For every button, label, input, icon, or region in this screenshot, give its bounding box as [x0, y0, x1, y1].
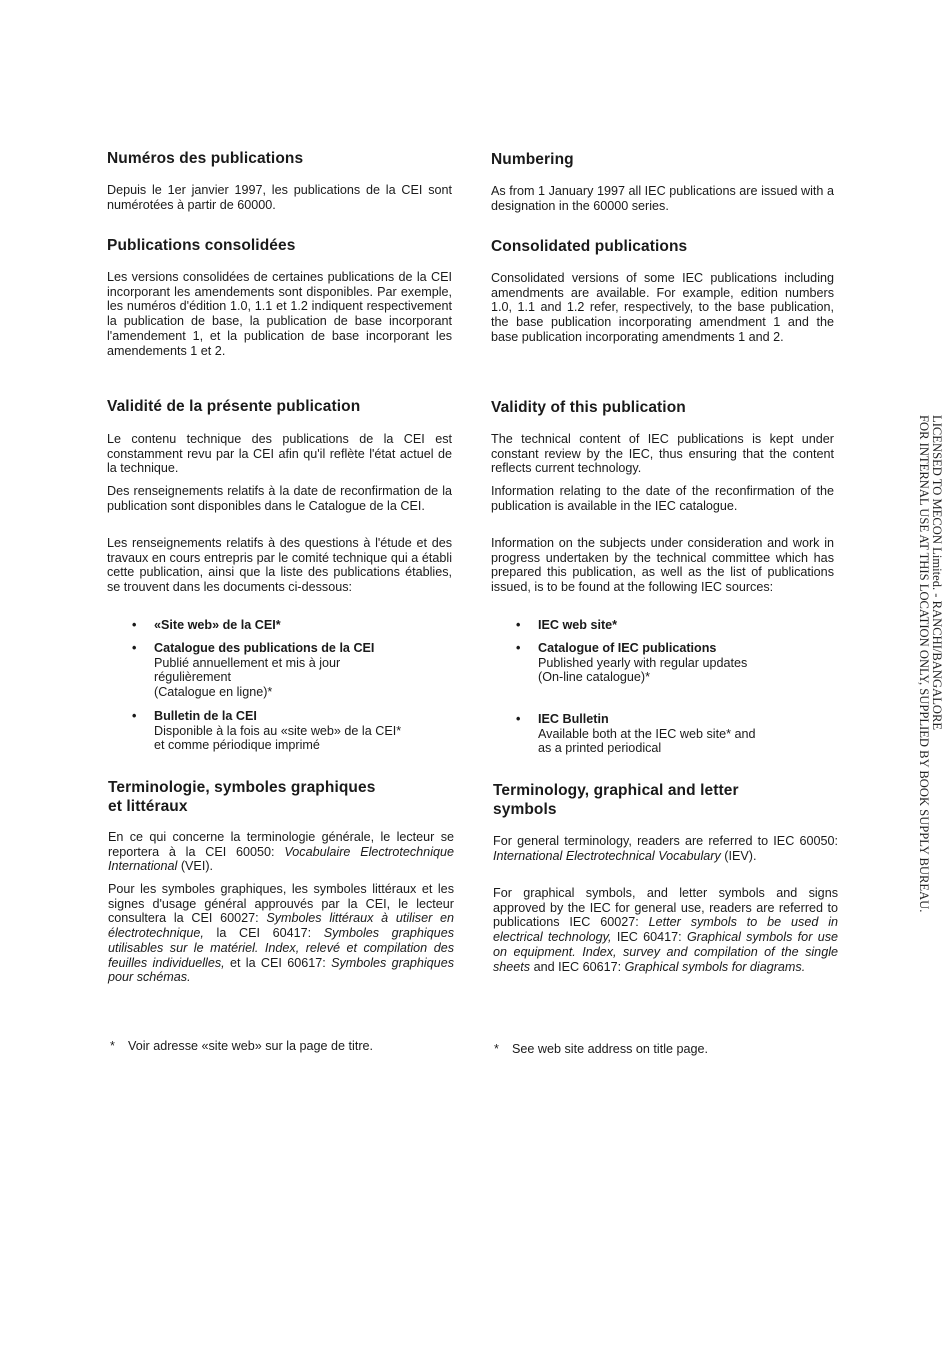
en-terminology-heading [493, 781, 739, 819]
fr-consolidated-text: Les versions consolidées de certaines publications de la CEI incorporant les amendements sont disponibles. Par exemple, les numéros d'édition 1.0, 1.1 et 1.2 indiquent respectivement la publication de base, la publication de base incorporant l'amendement 1, et la publication de base incorporant les amendements 1 et 2. [107, 270, 452, 358]
fr-numbering-text: Depuis le 1er janvier 1997, les publications de la CEI sont numérotées à partir de 60000. [107, 183, 452, 212]
en-bullet-title: Catalogue of IEC publications [538, 641, 717, 655]
en-terminology-heading-line1: Terminology, graphical and letter [493, 782, 739, 799]
iec60617-title: Symboles graphiques pour schémas. [108, 955, 454, 985]
text-run: En ce qui concerne la terminologie générale, le lecteur se reportera à la CEI 60050: [108, 830, 454, 859]
en-bullet-catalogue [516, 641, 838, 685]
en-footnote [494, 1042, 708, 1057]
fr-terminology-p2 [108, 882, 454, 985]
text-run: IEC 60417: [611, 930, 687, 945]
en-validity-p1: The technical content of IEC publications is kept under constant review by the IEC, thus ensuring that the content reflects current technology. [491, 432, 834, 476]
bullet-icon: • [132, 618, 137, 632]
fr-bullet-line: régulièrement [154, 670, 232, 685]
fr-numbering-heading: Numéros des publications [107, 150, 304, 167]
iec60027-title: Symboles littéraux à utiliser en électrotechnique, [108, 911, 454, 941]
fr-consolidated-heading: Publications consolidées [107, 237, 296, 254]
license-stamp-line2: FOR INTERNAL USE AT THIS LOCATION ONLY, SUPPLIED BY BOOK SUPPLY BUREAU. [917, 415, 931, 913]
fr-bullet-bulletin [132, 709, 454, 753]
en-bullet-line: Available both at the IEC web site* and [538, 726, 756, 741]
fr-validity-heading: Validité de la présente publication [107, 398, 361, 415]
fr-bullet-line: Publié annuellement et mis à jour [154, 655, 341, 670]
en-consolidated-heading: Consolidated publications [491, 238, 688, 255]
fr-bullet-line: (Catalogue en ligne)* [154, 685, 273, 700]
fr-footnote [110, 1039, 373, 1054]
en-footnote-text: See web site address on title page. [512, 1042, 709, 1056]
en-bullet-web-site [516, 618, 838, 633]
text-run: (VEI). [177, 859, 214, 874]
text-run: et la CEI 60617: [224, 955, 332, 970]
bullet-icon: • [132, 709, 137, 723]
bullet-icon: • [516, 712, 521, 726]
text-run: and IEC 60617: [530, 959, 625, 974]
fr-validity-p3: Les renseignements relatifs à des questions à l'étude et des travaux en cours entrepris par le comité technique qui a établi cette publication, ainsi que la liste des publications établies, se trouvent dans les documents ci-dessous: [107, 536, 452, 595]
fr-bullet-line: et comme périodique imprimé [154, 738, 320, 753]
en-validity-p2: Information relating to the date of the reconfirmation of the publication is available in the IEC catalogue. [491, 484, 834, 513]
en-validity-p3: Information on the subjects under consideration and work in progress undertaken by the technical committee which has prepared this publication, as well as the list of publications issued, is to be found at the following IEC sources: [491, 536, 834, 595]
text-run: For graphical symbols, and letter symbols and signs approved by the IEC for general use, readers are referred to publications IEC 60027: [493, 886, 838, 930]
iev-title: International Electrotechnical Vocabulary [493, 848, 721, 863]
en-validity-heading: Validity of this publication [491, 399, 686, 416]
fr-footnote-text: Voir adresse «site web» sur la page de titre. [128, 1039, 374, 1053]
iec60617-title: Graphical symbols for diagrams. [624, 959, 806, 974]
footnote-star: * [494, 1042, 499, 1056]
en-bullet-line: (On-line catalogue)* [538, 670, 651, 685]
fr-validity-p2: Des renseignements relatifs à la date de reconfirmation de la publication sont disponibles dans le Catalogue de la CEI. [107, 484, 452, 513]
en-terminology-p1 [493, 834, 838, 863]
license-stamp-line1: LICENSED TO MECON Limited. - RANCHI/BANGALORE [930, 415, 944, 731]
fr-validity-p1: Le contenu technique des publications de la CEI est constamment revu par la CEI afin qu'il reflète l'état actuel de la technique. [107, 432, 452, 476]
fr-terminology-p1 [108, 830, 454, 874]
en-numbering-text: As from 1 January 1997 all IEC publications are issued with a designation in the 60000 series. [491, 184, 834, 213]
en-bullet-line: Published yearly with regular updates [538, 655, 748, 670]
en-consolidated-text: Consolidated versions of some IEC publications including amendments are available. For example, edition numbers 1.0, 1.1 and 1.2 refer, respectively, to the base publication, the base publication incorporating amendment 1 and the base publication incorporating amendments 1 and 2. [491, 271, 834, 344]
text-run: Pour les symboles graphiques, les symboles littéraux et les signes d'usage général approuvés par la CEI, le lecteur consultera la CEI 60027: [108, 882, 454, 926]
fr-bullet-web-site [132, 618, 454, 633]
text-run: For general terminology, readers are referred to IEC 60050: [493, 834, 838, 848]
iec60417-title: Graphical symbols for use on equipment. Index, survey and compilation of the single sheets [493, 930, 839, 974]
fr-terminology-heading [108, 778, 375, 816]
en-bullet-line: as a printed periodical [538, 741, 662, 756]
vei-title: Vocabulaire Electrotechnique International [108, 844, 455, 874]
en-numbering-heading: Numbering [491, 151, 574, 168]
bullet-icon: • [132, 641, 137, 655]
fr-bullet-title: «Site web» de la CEI* [154, 618, 281, 632]
bullet-icon: • [516, 641, 521, 655]
text-run: la CEI 60417: [203, 926, 324, 941]
bullet-icon: • [516, 618, 521, 632]
iec60417-title: Symboles graphiques utilisables sur le matériel. Index, relevé et compilation des feuilles individuelles, [108, 926, 454, 970]
text-run: (IEV). [720, 848, 757, 863]
fr-bullet-line: Disponible à la fois au «site web» de la CEI* [154, 723, 402, 738]
footnote-star: * [110, 1039, 115, 1053]
en-bullet-bulletin [516, 712, 838, 756]
license-stamp [917, 415, 943, 912]
en-terminology-p2 [493, 886, 838, 974]
fr-bullet-catalogue [132, 641, 454, 700]
fr-bullet-title: Catalogue des publications de la CEI [154, 641, 375, 655]
en-bullet-title: IEC web site* [538, 618, 618, 632]
iec60027-title: Letter symbols to be used in electrical technology, [493, 915, 838, 945]
en-terminology-heading-line2: symbols [493, 801, 557, 818]
fr-bullet-title: Bulletin de la CEI [154, 709, 257, 723]
en-bullet-title: IEC Bulletin [538, 712, 609, 726]
fr-terminology-heading-line1: Terminologie, symboles graphiques [108, 779, 376, 796]
fr-terminology-heading-line2: et littéraux [108, 798, 188, 815]
